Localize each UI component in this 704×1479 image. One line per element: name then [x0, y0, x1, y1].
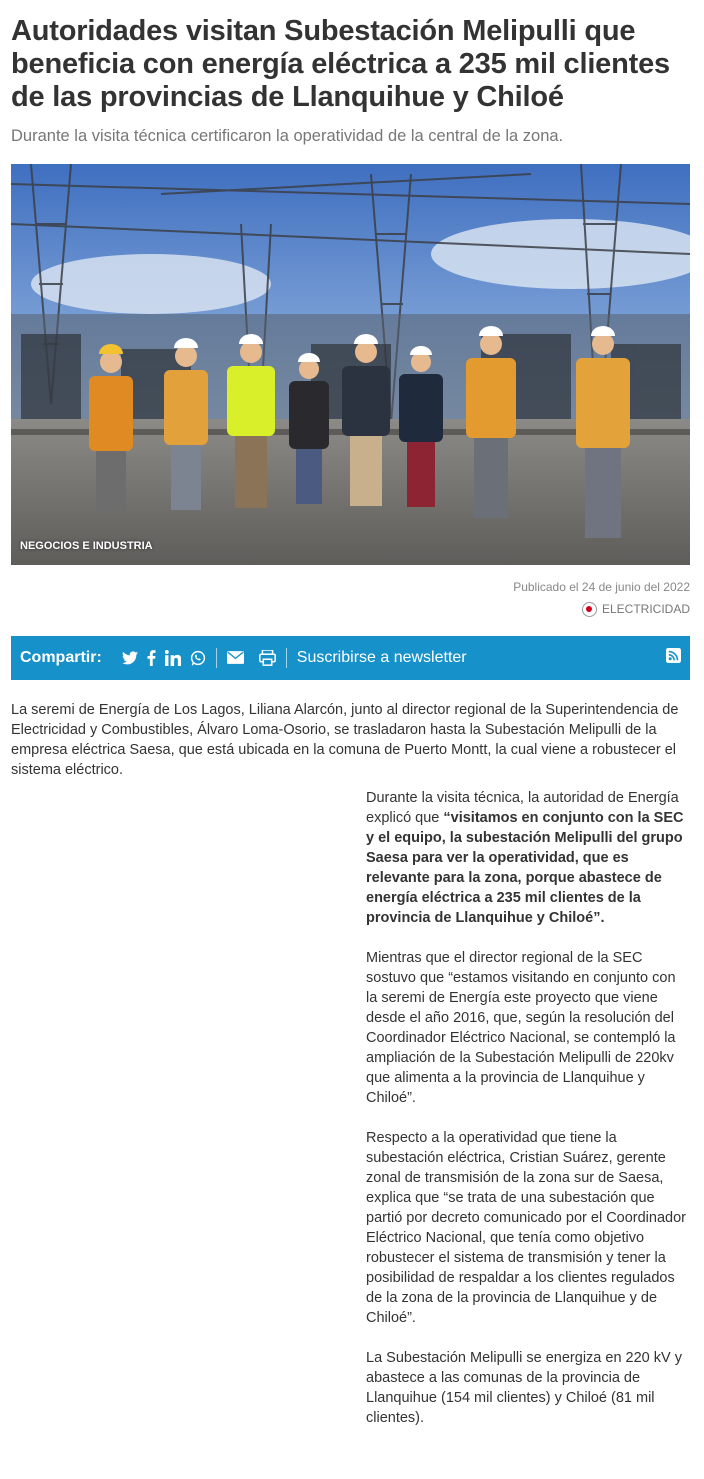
share-tools — [227, 650, 276, 666]
article-subtitle: Durante la visita técnica certificaron la operatividad de la central de la zona. — [11, 127, 564, 145]
paragraph: La Subestación Melipulli se energiza en 220 kV y abastece a las comunas de la provincia de Llanquihue (154 mil clientes) y Chiloé (81 mil clientes). — [366, 1350, 682, 1426]
paragraph: Respecto a la operatividad que tiene la subestación eléctrica, Cristian Suárez, gerente zonal de transmisión de la zona sur de Saesa, explica que “se trata de una subestación que partió por decreto comunicado por el Coordinador Eléctrico Nacional, que tenía como objetivo robustecer el sistema de transmisión y tener la posibilidad de respaldar a los clientes regulados de la zona de la provincia de Llanquihue y de Chiloé”. — [366, 1130, 686, 1326]
publish-date: Publicado el 24 de junio del 2022 — [513, 580, 690, 594]
image-category-badge[interactable]: NEGOCIOS E INDUSTRIA — [20, 540, 153, 552]
article-meta — [11, 577, 690, 620]
category-link[interactable] — [582, 599, 690, 620]
article-lead: La seremi de Energía de Los Lagos, Liliana Alarcón, junto al director regional de la Superintendencia de Electricidad y Combustibles, Álvaro Loma-Osorio, se trasladaron hasta la Subestación Melipulli de la empresa eléctrica Saesa, que está ubicada en la comuna de Puerto Montt, la cual viene a robustecer el sistema eléctrico. — [11, 701, 679, 778]
share-separator — [216, 648, 217, 668]
category-label: ELECTRICIDAD — [601, 601, 690, 616]
share-separator — [286, 648, 287, 668]
newsletter-link[interactable]: Suscribirse a newsletter — [296, 648, 467, 666]
linkedin-icon[interactable] — [165, 650, 181, 666]
paragraph-intro: Durante la visita técnica, la autoridad de Energía explicó que — [366, 790, 679, 826]
paragraph — [366, 788, 689, 928]
whatsapp-icon[interactable] — [190, 650, 206, 666]
hero-image[interactable] — [11, 164, 690, 565]
share-label: Compartir: — [20, 648, 102, 666]
quote-bold: “visitamos en conjunto con la SEC y el equipo, la subestación Melipulli del grupo Saesa para ver la operatividad, que es relevante para la zona, porque abastece de energía eléctrica a 235 mil clientes de la provincia de Llanquihue y Chiloé”. — [366, 810, 684, 926]
rss-icon[interactable] — [666, 648, 681, 668]
share-icons — [122, 650, 206, 666]
article-title: Autoridades visitan Subestación Melipulli que beneficia con energía eléctrica a 235 mil clientes de las provincias de Llanquihue y Chiloé — [11, 15, 670, 113]
facebook-icon[interactable] — [147, 650, 156, 666]
twitter-icon[interactable] — [122, 651, 138, 665]
paragraph: Mientras que el director regional de la SEC sostuvo que “estamos visitando en conjunto con la seremi de Energía este proyecto que viene desde el año 2016, que, según la resolución del Coordinador Eléctrico Nacional, se contempló la ampliación de la Subestación Melipulli de 220kv que alimenta a la provincia de Llanquihue y Chiloé”. — [366, 950, 676, 1106]
share-bar — [11, 636, 690, 680]
print-icon[interactable] — [259, 650, 276, 666]
article — [11, 0, 690, 780]
article-body — [366, 788, 689, 1448]
target-icon — [582, 602, 597, 617]
substation-photo — [11, 164, 690, 565]
email-icon[interactable] — [227, 651, 244, 664]
